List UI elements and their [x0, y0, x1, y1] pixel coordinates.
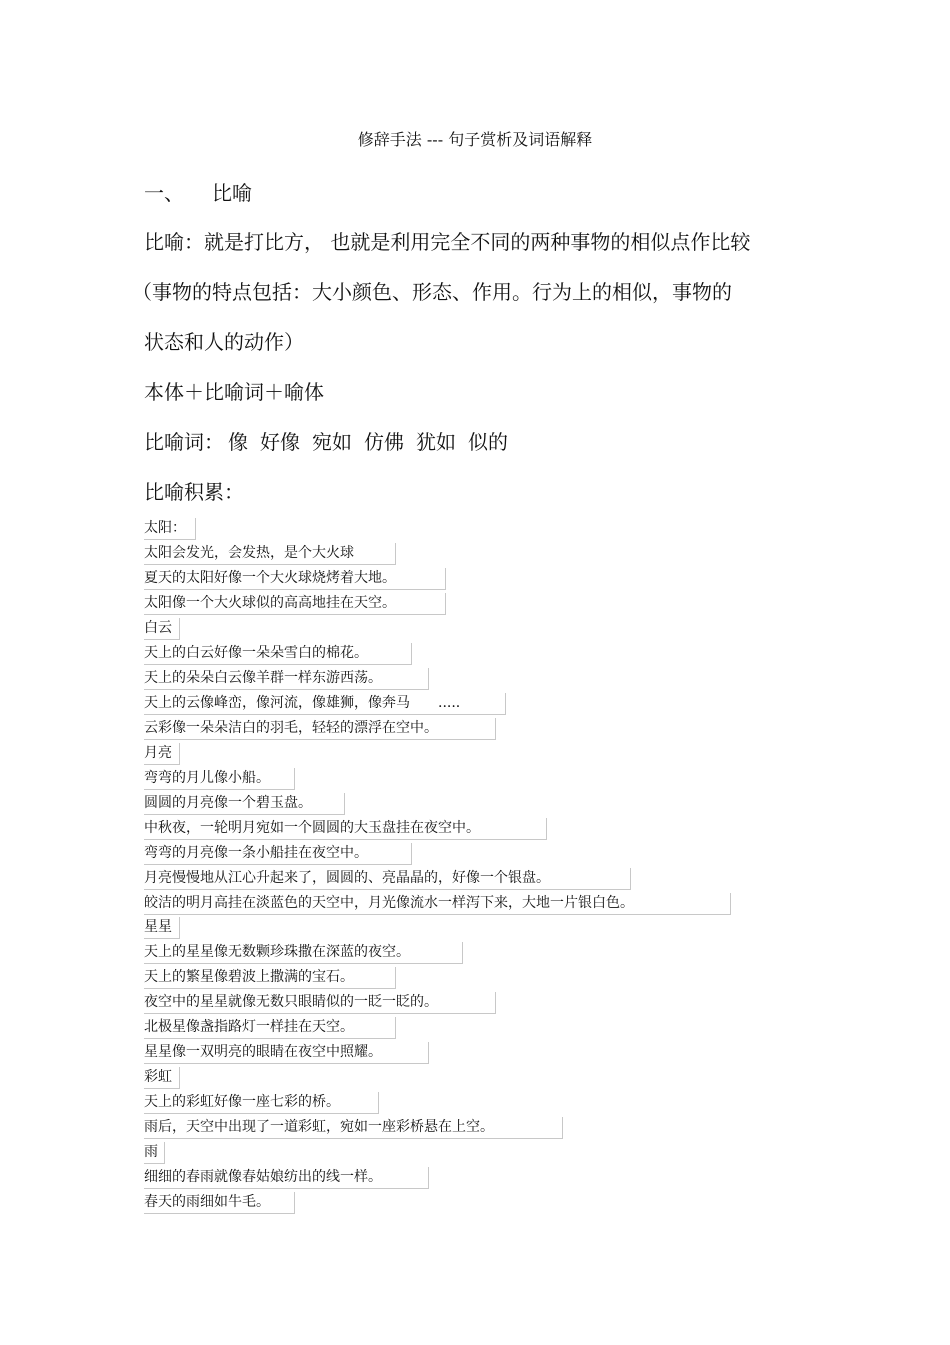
example-sentence: 天上的繁星像碧波上撒满的宝石。 [144, 967, 396, 989]
example-sentence: 太阳： [144, 518, 196, 540]
list-item [144, 1190, 804, 1215]
definition-line-3: 状态和人的动作） [144, 330, 304, 354]
example-sentence: 星星像一双明亮的眼睛在夜空中照耀。 [144, 1042, 429, 1064]
list-item [144, 542, 804, 567]
simile-word: 犹如 [416, 430, 456, 454]
structure-formula: 本体＋比喻词＋喻体 [144, 380, 324, 404]
example-sentence: 云彩像一朵朵洁白的羽毛，轻轻的漂浮在空中。 [144, 718, 496, 740]
definition-line-1: 比喻：就是打比方， 也就是利用完全不同的两种事物的相似点作比较 [144, 230, 751, 254]
accumulation-heading: 比喻积累： [144, 480, 244, 504]
example-sentence: 太阳会发光，会发热，是个大火球 [144, 543, 396, 565]
list-item [144, 1016, 804, 1041]
list-item [144, 567, 804, 592]
list-item [144, 617, 804, 642]
example-sentence: 月亮 [144, 743, 180, 765]
example-sentence: 天上的彩虹好像一座七彩的桥。 [144, 1092, 379, 1114]
list-item [144, 1091, 804, 1116]
example-sentence: 天上的星星像无数颗珍珠撒在深蓝的夜空。 [144, 942, 463, 964]
list-item [144, 941, 804, 966]
example-sentence: 夏天的太阳好像一个大火球烧烤着大地。 [144, 568, 446, 590]
example-sentence: 弯弯的月儿像小船。 [144, 768, 295, 790]
list-item [144, 1116, 804, 1141]
list-item [144, 642, 804, 667]
list-item [144, 816, 804, 841]
example-sentence: 月亮慢慢地从江心升起来了，圆圆的、亮晶晶的，好像一个银盘。 [144, 868, 631, 890]
simile-words-label: 比喻词： [144, 430, 224, 454]
example-sentence: 天上的朵朵白云像羊群一样东游西荡。 [144, 668, 429, 690]
list-item [144, 517, 804, 542]
simile-word: 宛如 [312, 430, 352, 454]
simile-example-list [144, 517, 804, 1215]
example-sentence: 星星 [144, 917, 180, 939]
example-sentence: 彩虹 [144, 1067, 180, 1089]
list-item [144, 916, 804, 941]
list-item [144, 841, 804, 866]
list-item [144, 1165, 804, 1190]
example-sentence: 细细的春雨就像春姑娘纺出的线一样。 [144, 1167, 429, 1189]
example-sentence: 皎洁的明月高挂在淡蓝色的天空中，月光像流水一样泻下来，大地一片银白色。 [144, 893, 731, 915]
list-item [144, 891, 804, 916]
list-item [144, 592, 804, 617]
simile-words [144, 427, 520, 457]
simile-word: 似的 [468, 430, 508, 454]
list-item [144, 717, 804, 742]
example-sentence: 中秋夜，一轮明月宛如一个圆圆的大玉盘挂在夜空中。 [144, 818, 547, 840]
list-item [144, 866, 804, 891]
example-sentence: 太阳像一个大火球似的高高地挂在天空。 [144, 593, 446, 615]
list-item [144, 991, 804, 1016]
list-item [144, 1066, 804, 1091]
list-item [144, 741, 804, 766]
example-sentence: 天上的白云好像一朵朵雪白的棉花。 [144, 643, 412, 665]
list-item [144, 791, 804, 816]
example-sentence: 弯弯的月亮像一条小船挂在夜空中。 [144, 843, 412, 865]
list-item [144, 667, 804, 692]
simile-word: 像 [228, 430, 248, 454]
definition-line-2: （事物的特点包括：大小颜色、形态、作用。行为上的相似，事物的 [132, 280, 732, 304]
section-name: 比喻 [212, 181, 252, 205]
example-sentence: 春天的雨细如牛毛。 [144, 1192, 295, 1214]
section-heading [144, 178, 252, 208]
simile-word: 仿佛 [364, 430, 404, 454]
list-item [144, 966, 804, 991]
example-sentence: 雨后，天空中出现了一道彩虹，宛如一座彩桥悬在上空。 [144, 1117, 563, 1139]
page-title: 修辞手法 --- 句子赏析及词语解释 [357, 130, 593, 149]
example-sentence: 北极星像盏指路灯一样挂在天空。 [144, 1017, 396, 1039]
list-item [144, 1140, 804, 1165]
example-sentence: 夜空中的星星就像无数只眼睛似的一眨一眨的。 [144, 992, 496, 1014]
list-item [144, 692, 804, 717]
example-sentence: 圆圆的月亮像一个碧玉盘。 [144, 793, 345, 815]
simile-word: 好像 [260, 430, 300, 454]
list-item [144, 766, 804, 791]
section-number: 一、 [144, 181, 184, 205]
example-sentence: 白云 [144, 618, 180, 640]
example-sentence: 天上的云像峰峦，像河流，像雄狮，像奔马 ..... [144, 693, 506, 715]
example-sentence: 雨 [144, 1142, 165, 1164]
list-item [144, 1041, 804, 1066]
